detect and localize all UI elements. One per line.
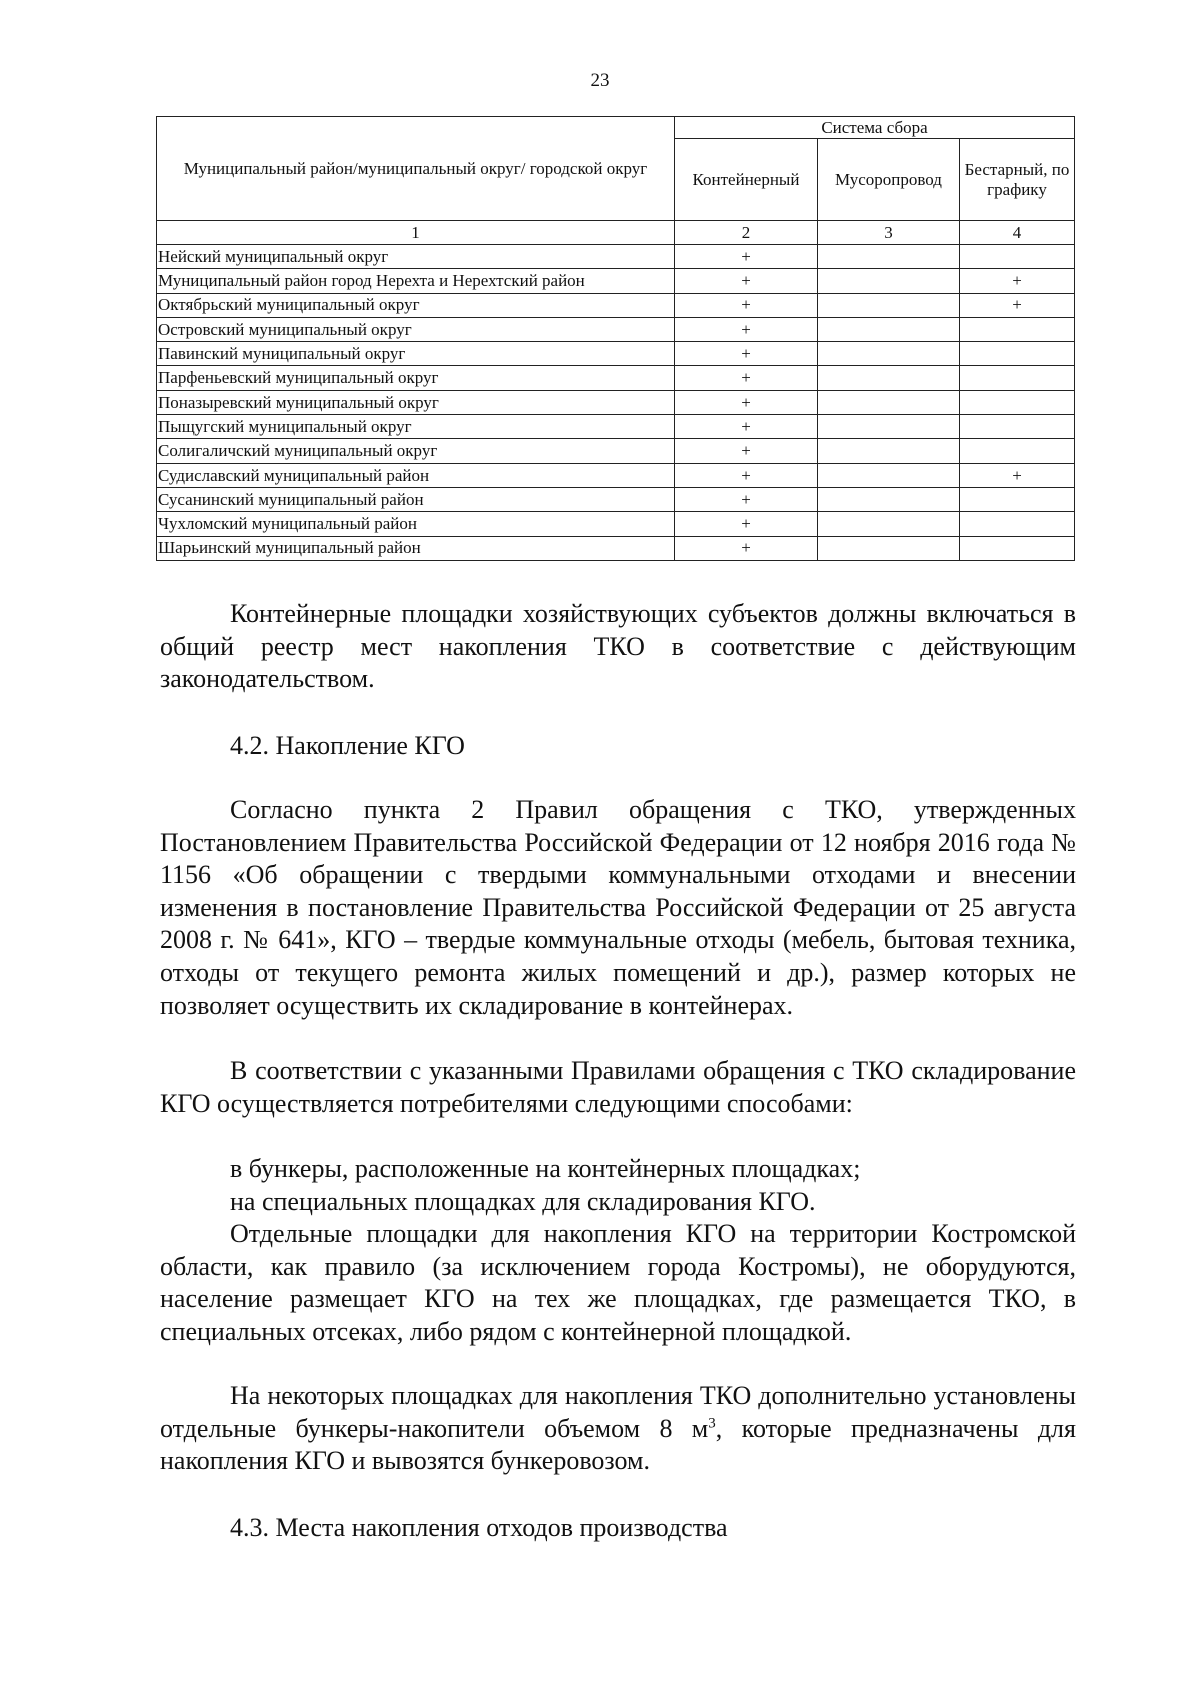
bunkers-text-end: , которые предназначены для накопления КГО и вывозятся бункеровозом. bbox=[160, 1413, 1076, 1476]
paragraph-separate-sites: Отдельные площадки для накопления КГО на территории Костромской области, как правило (за исключением города Костромы), не оборудуются, население размещает КГО на тех же площадках, где размещается ТКО, в специальных отсеках, либо рядом с контейнерной площадкой. bbox=[160, 1219, 1076, 1346]
table-header bbox=[157, 117, 1075, 221]
district-name: Сусанинский муниципальный район bbox=[157, 487, 675, 511]
paragraph-registry: Контейнерные площадки хозяйствующих субъектов должны включаться в общий реестр мест накопления ТКО в соответствие с действующим законодательством. bbox=[160, 599, 1076, 694]
container-mark: + bbox=[675, 269, 818, 293]
header-bagless: Бестарный, по графику bbox=[960, 139, 1075, 221]
table-row bbox=[157, 342, 1075, 366]
container-mark: + bbox=[675, 512, 818, 536]
table-row bbox=[157, 317, 1075, 341]
district-name: Судиславский муниципальный район bbox=[157, 463, 675, 487]
district-name: Нейский муниципальный округ bbox=[157, 245, 675, 269]
page-number: 23 bbox=[590, 70, 610, 91]
table-row bbox=[157, 269, 1075, 293]
container-mark: + bbox=[675, 317, 818, 341]
container-mark: + bbox=[675, 415, 818, 439]
header-chute: Мусоропровод bbox=[818, 139, 960, 221]
bagless-mark bbox=[960, 245, 1075, 269]
chute-mark bbox=[818, 366, 960, 390]
bagless-mark: + bbox=[960, 293, 1075, 317]
col-number: 3 bbox=[818, 221, 960, 245]
container-mark: + bbox=[675, 342, 818, 366]
district-name: Октябрьский муниципальный округ bbox=[157, 293, 675, 317]
col-number: 2 bbox=[675, 221, 818, 245]
chute-mark bbox=[818, 390, 960, 414]
chute-mark bbox=[818, 536, 960, 560]
chute-mark bbox=[818, 439, 960, 463]
district-name: Островский муниципальный округ bbox=[157, 317, 675, 341]
chute-mark bbox=[818, 245, 960, 269]
district-name: Поназыревский муниципальный округ bbox=[157, 390, 675, 414]
paragraph-methods: В соответствии с указанными Правилами обращения с ТКО складирование КГО осуществляется потребителями следующими способами: bbox=[160, 1056, 1076, 1118]
table-row bbox=[157, 536, 1075, 560]
header-system-group: Система сбора bbox=[675, 117, 1075, 139]
header-district: Муниципальный район/муниципальный округ/ городской округ bbox=[157, 117, 675, 221]
district-name: Парфеньевский муниципальный округ bbox=[157, 366, 675, 390]
district-name: Павинский муниципальный округ bbox=[157, 342, 675, 366]
method-item-1: в бункеры, расположенные на контейнерных площадках; bbox=[230, 1154, 861, 1183]
heading-4-2: 4.2. Накопление КГО bbox=[230, 731, 465, 760]
bagless-mark bbox=[960, 342, 1075, 366]
container-mark: + bbox=[675, 245, 818, 269]
district-name: Чухломский муниципальный район bbox=[157, 512, 675, 536]
paragraph-bunkers bbox=[160, 1380, 1076, 1478]
container-mark: + bbox=[675, 536, 818, 560]
district-name: Муниципальный район город Нерехта и Нерехтский район bbox=[157, 269, 675, 293]
chute-mark bbox=[818, 342, 960, 366]
bagless-mark bbox=[960, 487, 1075, 511]
district-name: Шарьинский муниципальный район bbox=[157, 536, 675, 560]
bagless-mark: + bbox=[960, 269, 1075, 293]
bagless-mark bbox=[960, 536, 1075, 560]
chute-mark bbox=[818, 463, 960, 487]
table-row bbox=[157, 293, 1075, 317]
collection-system-table bbox=[156, 116, 1075, 561]
bagless-mark bbox=[960, 439, 1075, 463]
chute-mark bbox=[818, 293, 960, 317]
container-mark: + bbox=[675, 463, 818, 487]
table-row bbox=[157, 415, 1075, 439]
cubic-superscript: 3 bbox=[708, 1414, 716, 1431]
district-name: Пыщугский муниципальный округ bbox=[157, 415, 675, 439]
chute-mark bbox=[818, 269, 960, 293]
paragraph-definition: Согласно пункта 2 Правил обращения с ТКО, утвержденных Постановлением Правительства Российской Федерации от 12 ноября 2016 года № 1156 «Об обращении с твердыми коммунальными отходами и внесении изменения в постановление Правительства Российской Федерации от 25 августа 2008 г. № 641», КГО – твердые коммунальные отходы (мебель, бытовая техника, отходы от текущего ремонта жилых помещений и др.), размер которых не позволяет осуществить их складирование в контейнерах. bbox=[160, 795, 1076, 1020]
table-row bbox=[157, 245, 1075, 269]
chute-mark bbox=[818, 512, 960, 536]
container-mark: + bbox=[675, 390, 818, 414]
table-row bbox=[157, 366, 1075, 390]
bagless-mark: + bbox=[960, 463, 1075, 487]
table-row bbox=[157, 390, 1075, 414]
table-row bbox=[157, 463, 1075, 487]
bagless-mark bbox=[960, 512, 1075, 536]
table-row bbox=[157, 487, 1075, 511]
container-mark: + bbox=[675, 487, 818, 511]
district-name: Солигаличский муниципальный округ bbox=[157, 439, 675, 463]
bagless-mark bbox=[960, 317, 1075, 341]
bagless-mark bbox=[960, 415, 1075, 439]
table-body bbox=[157, 245, 1075, 561]
bagless-mark bbox=[960, 390, 1075, 414]
method-item-2: на специальных площадках для складирования КГО. bbox=[230, 1187, 816, 1216]
container-mark: + bbox=[675, 439, 818, 463]
col-number: 1 bbox=[157, 221, 675, 245]
header-container: Контейнерный bbox=[675, 139, 818, 221]
heading-4-3: 4.3. Места накопления отходов производства bbox=[230, 1513, 728, 1542]
container-mark: + bbox=[675, 293, 818, 317]
bunkers-text-start: На некоторых площадках для накопления ТКО дополнительно установлены отдельные бункеры-накопители объемом 8 м bbox=[160, 1381, 1076, 1443]
container-mark: + bbox=[675, 366, 818, 390]
chute-mark bbox=[818, 487, 960, 511]
column-number-row bbox=[157, 221, 1075, 245]
chute-mark bbox=[818, 415, 960, 439]
table-row bbox=[157, 512, 1075, 536]
bagless-mark bbox=[960, 366, 1075, 390]
chute-mark bbox=[818, 317, 960, 341]
col-number: 4 bbox=[960, 221, 1075, 245]
table-row bbox=[157, 439, 1075, 463]
